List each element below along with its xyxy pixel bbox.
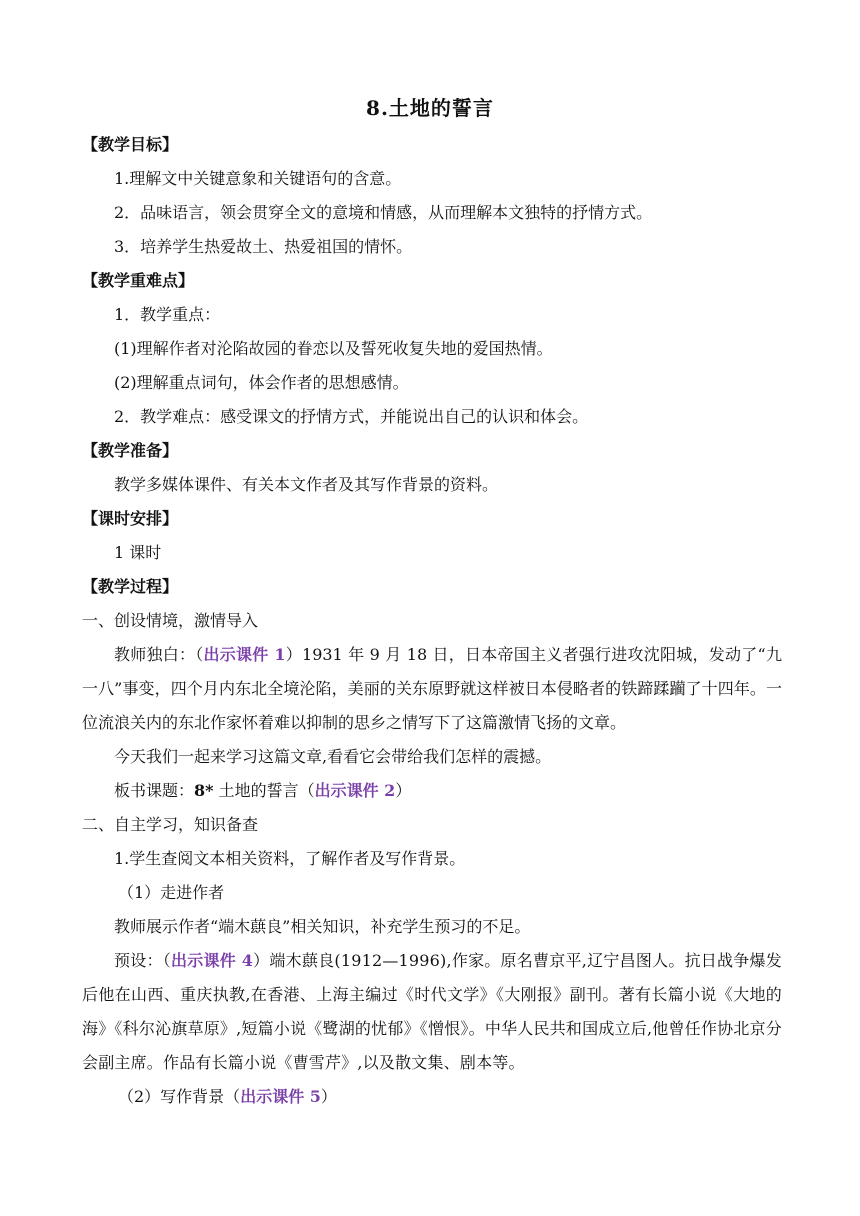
step-1-paragraph-3: [114, 774, 800, 808]
step-1-p1-pre: 教师独白：（: [114, 645, 204, 664]
schedule-text: 1 课时: [114, 543, 162, 562]
section-heading-process: 【教学过程】: [82, 577, 179, 596]
courseware-link-5[interactable]: 出示课件 5: [240, 1087, 321, 1106]
step-1-p1-body: ）1931 年 9 月 18 日，日本帝国主义者强行进攻沈阳城，发动了“九一八”事变，四个月内东北全境沦陷，美丽的关东原野就这样被日本侵略者的铁蹄蹂躏了十四年。一位流浪关内的东北作家怀着难以抑制的思乡之情写下了这篇激情飞扬的文章。: [82, 645, 782, 732]
section-heading-key-points: 【教学重难点】: [82, 271, 195, 290]
preparation-text: 教学多媒体课件、有关本文作者及其写作背景的资料。: [114, 475, 499, 494]
author-bio-pre: 预设：（: [114, 951, 171, 970]
goal-item-1: 1.理解文中关键意象和关键语句的含意。: [114, 169, 402, 188]
board-title-number: 8*: [194, 781, 214, 800]
courseware-link-1[interactable]: 出示课件 1: [203, 645, 286, 664]
board-title-label: 板书课题：: [114, 781, 195, 800]
key-point-1: 1．教学重点：: [114, 305, 221, 324]
background-close: ）: [320, 1087, 337, 1106]
background-label: （2）写作背景（: [118, 1087, 241, 1106]
step-1-heading: 一、创设情境，激情导入: [82, 611, 259, 630]
step-1-paragraph-2: 今天我们一起来学习这篇文章,看看它会带给我们怎样的震撼。: [114, 747, 552, 766]
section-heading-goals: 【教学目标】: [82, 135, 179, 154]
key-point-1a: (1)理解作者对沦陷故园的眷恋以及誓死收复失地的爱国热情。: [114, 339, 553, 358]
step-2-item-1a: （1）走进作者: [118, 883, 225, 902]
key-point-1b: (2)理解重点词句，体会作者的思想感情。: [114, 373, 409, 392]
goal-item-3: 3．培养学生热爱故土、热爱祖国的情怀。: [114, 237, 413, 256]
courseware-link-2[interactable]: 出示课件 2: [314, 781, 396, 800]
author-intro-text: 教师展示作者“端木蕻良”相关知识，补充学生预习的不足。: [114, 917, 531, 936]
author-bio-body: ）端木蕻良(1912—1996),作家。原名曹京平,辽宁昌图人。抗日战争爆发后他在山西、重庆执教,在香港、上海主编过《时代文学》《大刚报》副刊。著有长篇小说《大地的海》《科尔沁旗草原》,短篇小说《鹭湖的忧郁》《憎恨》。中华人民共和国成立后,他曾任作协北京分会副主席。作品有长篇小说《曹雪芹》,以及散文集、剧本等。: [82, 951, 782, 1072]
step-1-paragraph-1: [82, 638, 782, 740]
section-heading-schedule: 【课时安排】: [82, 509, 179, 528]
step-2-item-1: 1.学生查阅文本相关资料，了解作者及写作背景。: [114, 849, 466, 868]
board-title-close: ）: [395, 781, 412, 800]
key-point-2: 2．教学难点：感受课文的抒情方式，并能说出自己的认识和体会。: [114, 407, 589, 426]
page-title: 8.土地的誓言: [366, 96, 494, 120]
step-2-item-1b: [118, 1080, 800, 1114]
goal-item-2: 2．品味语言，领会贯穿全文的意境和情感，从而理解本文独特的抒情方式。: [114, 203, 653, 222]
board-title-text: 土地的誓言（: [213, 781, 315, 800]
section-heading-preparation: 【教学准备】: [82, 441, 179, 460]
step-2-heading: 二、自主学习，知识备查: [82, 815, 259, 834]
author-bio-paragraph: [82, 944, 782, 1080]
courseware-link-4[interactable]: 出示课件 4: [170, 951, 254, 970]
